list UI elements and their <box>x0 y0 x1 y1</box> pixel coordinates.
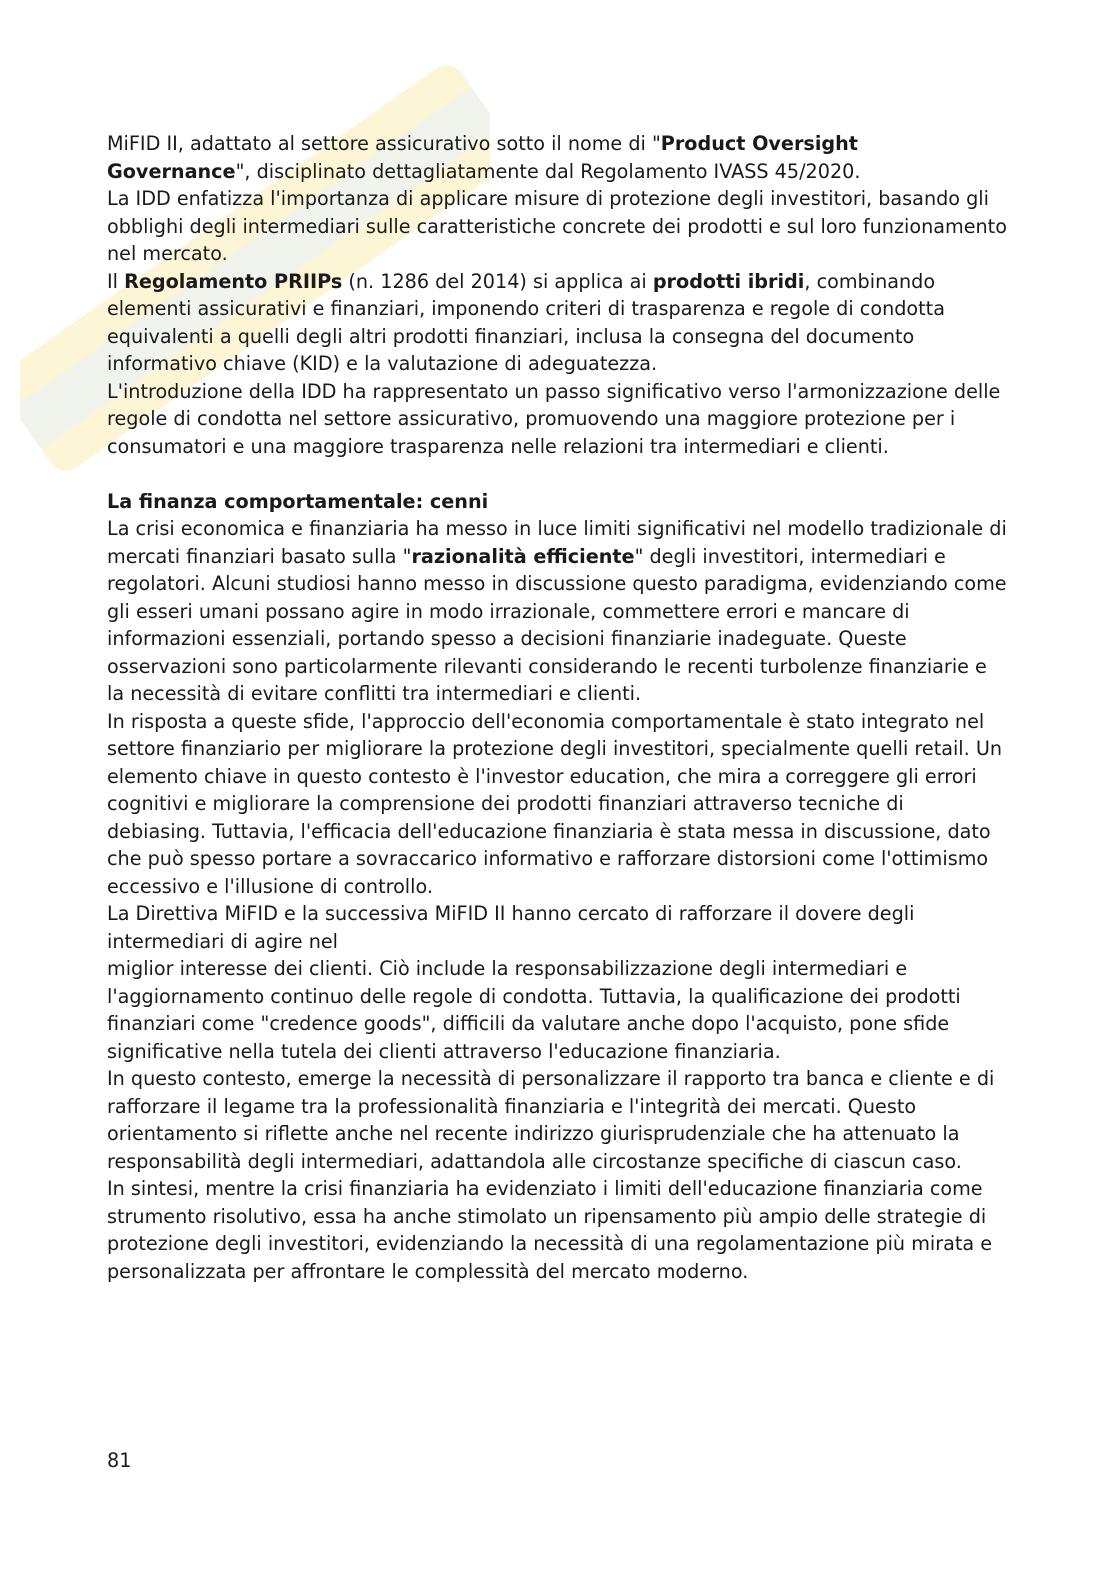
paragraph-spacer <box>107 460 1007 488</box>
paragraph-group-top <box>107 130 1007 460</box>
text-run: miglior interesse dei clienti. Ciò include la responsabilizzazione degli intermediari e l'aggiornamento continuo delle regole di condotta. Tuttavia, la qualificazione dei prodotti finanziari come "credence goods", difficili da valutare anche dopo l'acquisto, pone sfide significative nella tutela dei clienti attraverso l'educazione finanziaria. <box>107 957 961 1063</box>
text-run: Il <box>107 269 125 293</box>
bold-term: Regolamento PRIIPs <box>124 269 343 293</box>
paragraph <box>107 708 1007 901</box>
paragraph <box>107 955 1007 1065</box>
paragraph <box>107 130 1007 185</box>
text-run: " degli investitori, intermediari e regolatori. Alcuni studiosi hanno messo in discussione questo paradigma, evidenziando come gli esseri umani possano agire in modo irrazionale, commettere errori e mancare di informazioni essenziali, portando spesso a decisioni finanziarie inadeguate. Queste osservazioni sono particolarmente rilevanti considerando le recenti turbolenze finanziarie e la necessità di evitare conflitti tra intermediari e clienti. <box>107 544 1007 705</box>
text-run: In questo contesto, emerge la necessità di personalizzare il rapporto tra banca e cliente e di rafforzare il legame tra la professionalità finanziaria e l'integrità dei mercati. Questo orientamento si riflette anche nel recente indirizzo giurisprudenziale che ha attenuato la responsabilità degli intermediari, adattandola alle circostanze specifiche di ciascun caso. <box>107 1067 995 1173</box>
paragraph <box>107 1065 1007 1175</box>
text-run: L'introduzione della IDD ha rappresentato un passo significativo verso l'armonizzazione delle regole di condotta nel settore assicurativo, promuovendo una maggiore protezione per i consumatori e una maggiore trasparenza nelle relazioni tra intermediari e clienti. <box>107 379 1001 458</box>
text-run: , combinando elementi assicurativi e finanziari, imponendo criteri di trasparenza e regole di condotta equivalenti a quelli degli altri prodotti finanziari, inclusa la consegna del documento informativo chiave (KID) e la valutazione di adeguatezza. <box>107 269 945 375</box>
text-run: La crisi economica e finanziaria ha messo in luce limiti significativi nel modello tradizionale di mercati finanziari basato sulla " <box>107 517 1007 568</box>
paragraph <box>107 185 1007 268</box>
paragraph <box>107 900 1007 955</box>
bold-term: Product Oversight Governance <box>107 132 858 183</box>
text-run: In risposta a queste sfide, l'approccio dell'economia comportamentale è stato integrato nel settore finanziario per migliorare la protezione degli investitori, specialmente quelli retail. Un elemento chiave in questo contesto è l'investor education, che mira a correggere gli errori cognitivi e migliorare la comprensione dei prodotti finanziari attraverso tecniche di debiasing. Tuttavia, l'efficacia dell'educazione finanziaria è stata messa in discussione, dato che può spesso portare a sovraccarico informativo e rafforzare distorsioni come l'ottimismo eccessivo e l'illusione di controllo. <box>107 709 1003 898</box>
paragraph <box>107 1175 1007 1285</box>
text-run: ", disciplinato dettagliatamente dal Regolamento IVASS 45/2020. <box>235 159 861 183</box>
document-body <box>107 130 1007 1285</box>
bold-term: razionalità efficiente <box>411 544 635 568</box>
paragraph-group-section <box>107 515 1007 1285</box>
text-run: La IDD enfatizza l'importanza di applicare misure di protezione degli investitori, basando gli obblighi degli intermediari sulle caratteristiche concrete dei prodotti e sul loro funzionamento nel mercato. <box>107 187 1007 265</box>
paragraph <box>107 378 1007 461</box>
paragraph <box>107 515 1007 708</box>
text-run: In sintesi, mentre la crisi finanziaria ha evidenziato i limiti dell'educazione finanziaria come strumento risolutivo, essa ha anche stimolato un ripensamento più ampio delle strategie di protezione degli investitori, evidenziando la necessità di una regolamentazione più mirata e personalizzata per affrontare le complessità del mercato moderno. <box>107 1177 993 1283</box>
section-heading: La finanza comportamentale: cenni <box>107 489 489 513</box>
paragraph <box>107 268 1007 378</box>
text-run: (n. 1286 del 2014) si applica ai <box>342 269 653 293</box>
text-run: MiFID II, adattato al settore assicurativo sotto il nome di " <box>107 132 661 155</box>
page-number: 81 <box>107 1449 132 1472</box>
bold-term: prodotti ibridi <box>652 269 805 293</box>
text-run: La Direttiva MiFID e la successiva MiFID II hanno cercato di rafforzare il dovere degli intermediari di agire nel <box>107 902 915 953</box>
